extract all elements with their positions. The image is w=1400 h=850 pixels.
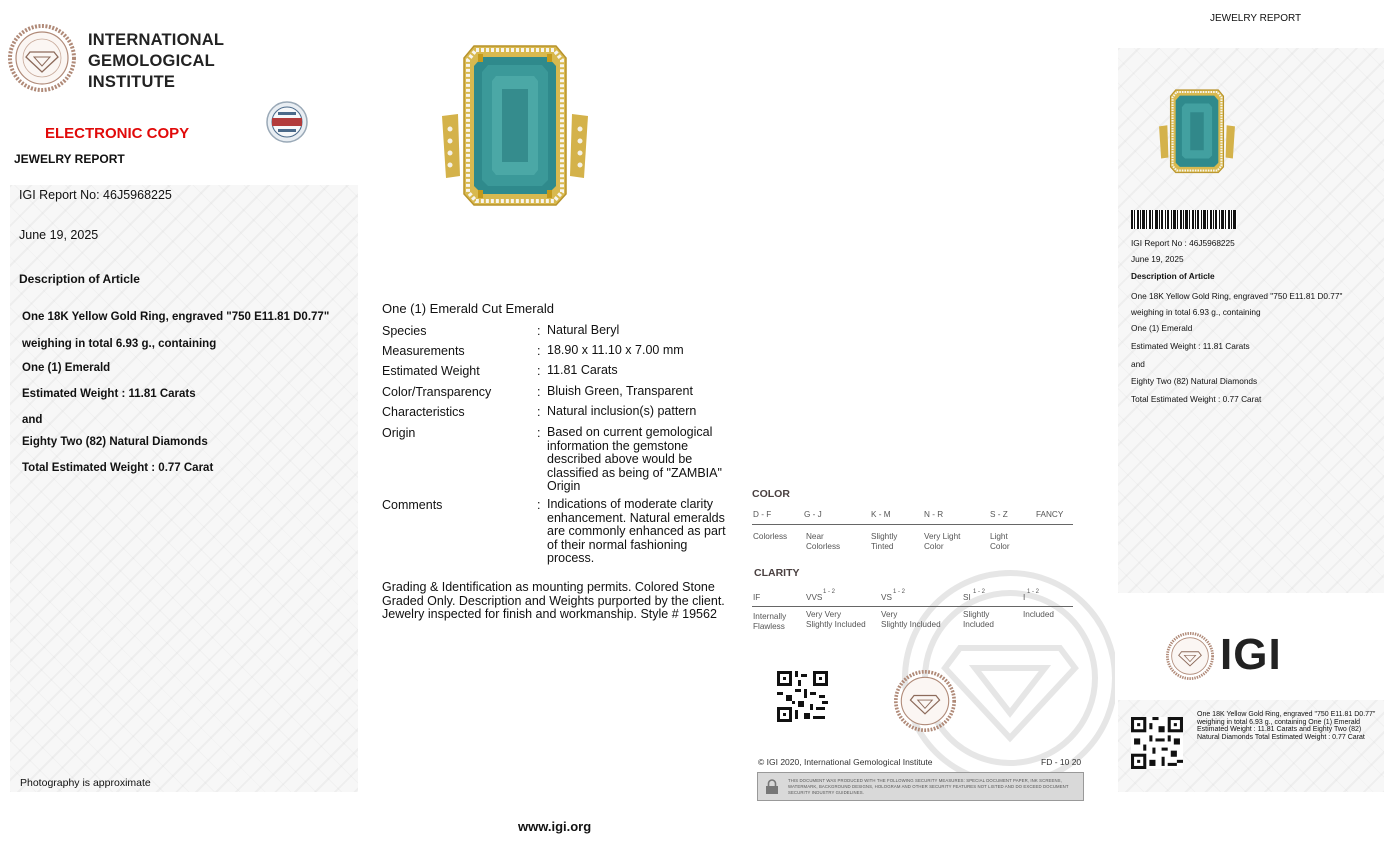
- spec-colon: :: [537, 385, 541, 399]
- stone-title: One (1) Emerald Cut Emerald: [382, 301, 554, 316]
- description-line-small: One 18K Yellow Gold Ring, engraved "750 E11.81 D0.77": [1131, 291, 1343, 301]
- grading-note: Grading & Identification as mounting permits. Colored Stone Graded Only. Description and Weights purported by the client. Jewelry inspected for finish and workmanship. Style # 19562: [382, 580, 725, 621]
- jewelry-report-heading: JEWELRY REPORT: [14, 152, 125, 166]
- clarity-grade: I: [1023, 593, 1026, 602]
- institute-line: INSTITUTE: [88, 73, 176, 91]
- ring-thumbnail: [1158, 88, 1236, 174]
- description-line: Estimated Weight : 11.81 Carats: [22, 388, 196, 400]
- copyright-line: © IGI 2020, International Gemological Institute: [758, 757, 933, 767]
- clarity-grade-sup: 1 - 2: [893, 589, 906, 595]
- description-heading-small: Description of Article: [1131, 271, 1215, 281]
- jewelry-report-header: JEWELRY REPORT: [1210, 13, 1302, 24]
- spec-value: 18.90 x 11.10 x 7.00 mm: [547, 343, 684, 357]
- institute-line: GEMOLOGICAL: [88, 52, 215, 70]
- lock-icon: [765, 779, 779, 795]
- description-line-small: One (1) Emerald: [1131, 323, 1193, 333]
- description-line: Total Estimated Weight : 0.77 Carat: [22, 462, 214, 474]
- qr-code-icon[interactable]: [777, 671, 828, 722]
- clarity-grade: SI: [963, 593, 971, 602]
- institute-name: [88, 30, 224, 93]
- color-grid-title: COLOR: [752, 488, 790, 500]
- report-date-small: June 19, 2025: [1131, 254, 1184, 264]
- color-description: Near Colorless: [806, 532, 841, 551]
- description-line: Eighty Two (82) Natural Diamonds: [22, 436, 208, 448]
- grid-divider: [752, 606, 1073, 607]
- clarity-description: Internally Flawless: [753, 612, 787, 631]
- igi-seal-icon: [894, 670, 956, 732]
- spec-value: Based on current gemological information the gemstone described above would be classified as being of "ZAMBIA" Origin: [547, 425, 722, 493]
- spec-colon: :: [537, 426, 541, 440]
- igi-seal-icon: [1166, 632, 1214, 680]
- description-line-small: weighing in total 6.93 g., containing: [1131, 307, 1261, 317]
- institute-line: INTERNATIONAL: [88, 31, 225, 49]
- spec-label: Species: [382, 324, 427, 338]
- spec-value: Bluish Green, Transparent: [547, 384, 693, 398]
- color-grade: N - R: [924, 510, 944, 519]
- color-description: Slightly Tinted: [871, 532, 898, 551]
- spec-label: Characteristics: [382, 405, 465, 419]
- report-number-small: IGI Report No : 46J5968225: [1131, 238, 1235, 248]
- clarity-grade: VVS: [806, 593, 823, 602]
- spec-value: Indications of moderate clarity enhancement. Natural emeralds are commonly enhanced as part of their normal fashioning process.: [547, 497, 726, 565]
- color-grade: G - J: [804, 510, 822, 519]
- clarity-grade-sup: 1 - 2: [823, 589, 836, 595]
- igi-brand-text: IGI: [1220, 630, 1282, 679]
- spec-value: Natural inclusion(s) pattern: [547, 404, 697, 418]
- clarity-grade: IF: [753, 593, 761, 602]
- spec-label: Color/Transparency: [382, 385, 492, 399]
- spec-colon: :: [537, 405, 541, 419]
- clarity-description: Slightly Included: [963, 610, 994, 629]
- clarity-description: Very Very Slightly Included: [806, 610, 866, 629]
- color-description: Light Color: [990, 532, 1010, 551]
- spec-label: Origin: [382, 426, 416, 440]
- spec-colon: :: [537, 498, 541, 512]
- website-link[interactable]: www.igi.org: [518, 819, 592, 834]
- report-date: June 19, 2025: [19, 228, 99, 242]
- ring-photo: [440, 44, 590, 206]
- color-grade: K - M: [871, 510, 891, 519]
- clarity-grade-sup: 1 - 2: [973, 589, 986, 595]
- electronic-copy-label: ELECTRONIC COPY: [45, 125, 190, 142]
- color-grade: S - Z: [990, 510, 1008, 519]
- grid-divider: [752, 524, 1073, 525]
- clarity-grade: VS: [881, 593, 892, 602]
- spec-label: Estimated Weight: [382, 364, 480, 378]
- spec-value: Natural Beryl: [547, 323, 620, 337]
- clarity-description: Very Slightly Included: [881, 610, 941, 629]
- color-grade: D - F: [753, 510, 772, 519]
- spec-colon: :: [537, 344, 541, 358]
- security-notice-bar: [757, 772, 1084, 801]
- summary-block: One 18K Yellow Gold Ring, engraved "750 E11.81 D0.77" weighing in total 6.93 g., containing One (1) Emerald Estimated Weight : 11.81 Carats and Eighty Two (82) Natural Diamonds Total Estimated Weight : 0.77 Carat: [1197, 711, 1376, 741]
- description-line: One (1) Emerald: [22, 362, 111, 374]
- description-heading: Description of Article: [19, 272, 140, 286]
- color-description: Very Light Color: [924, 532, 961, 551]
- description-line-small: Estimated Weight : 11.81 Carats: [1131, 341, 1250, 351]
- spec-label: Measurements: [382, 344, 465, 358]
- report-number: IGI Report No: 46J5968225: [19, 188, 172, 202]
- photography-note: Photography is approximate: [20, 777, 151, 789]
- igi-seal-icon: [8, 24, 76, 92]
- spec-value: 11.81 Carats: [547, 363, 618, 377]
- description-line-small: Eighty Two (82) Natural Diamonds: [1131, 376, 1258, 386]
- qr-code-icon[interactable]: [1131, 717, 1183, 769]
- clarity-description: Included: [1023, 610, 1054, 619]
- description-line-small: and: [1131, 359, 1145, 369]
- clarity-grid-title: CLARITY: [754, 567, 800, 579]
- spec-colon: :: [537, 324, 541, 338]
- clarity-grade-sup: 1 - 2: [1027, 589, 1040, 595]
- assured-badge-icon: [266, 101, 308, 143]
- color-grade: FANCY: [1036, 510, 1064, 519]
- description-line: and: [22, 414, 43, 426]
- spec-label: Comments: [382, 498, 443, 512]
- spec-colon: :: [537, 364, 541, 378]
- form-code: FD - 10 20: [1041, 757, 1082, 767]
- description-line-small: Total Estimated Weight : 0.77 Carat: [1131, 394, 1262, 404]
- color-description: Colorless: [753, 532, 788, 541]
- barcode-icon[interactable]: [1131, 210, 1237, 229]
- description-line: One 18K Yellow Gold Ring, engraved "750 E11.81 D0.77": [22, 311, 330, 323]
- description-line: weighing in total 6.93 g., containing: [22, 338, 217, 350]
- security-notice-text: THIS DOCUMENT WAS PRODUCED WITH THE FOLLOWING SECURITY MEASURES: SPECIAL DOCUMENT PAPER, INK SCREENS, WATERMARK, BACKGROUND DESIGNS, HOLOGRAM AND OTHER SECURITY FEATURES NOT LISTED AND DO EXCEED DOCUMENT SECURITY INDUSTRY GUIDELINES.: [788, 778, 1069, 795]
